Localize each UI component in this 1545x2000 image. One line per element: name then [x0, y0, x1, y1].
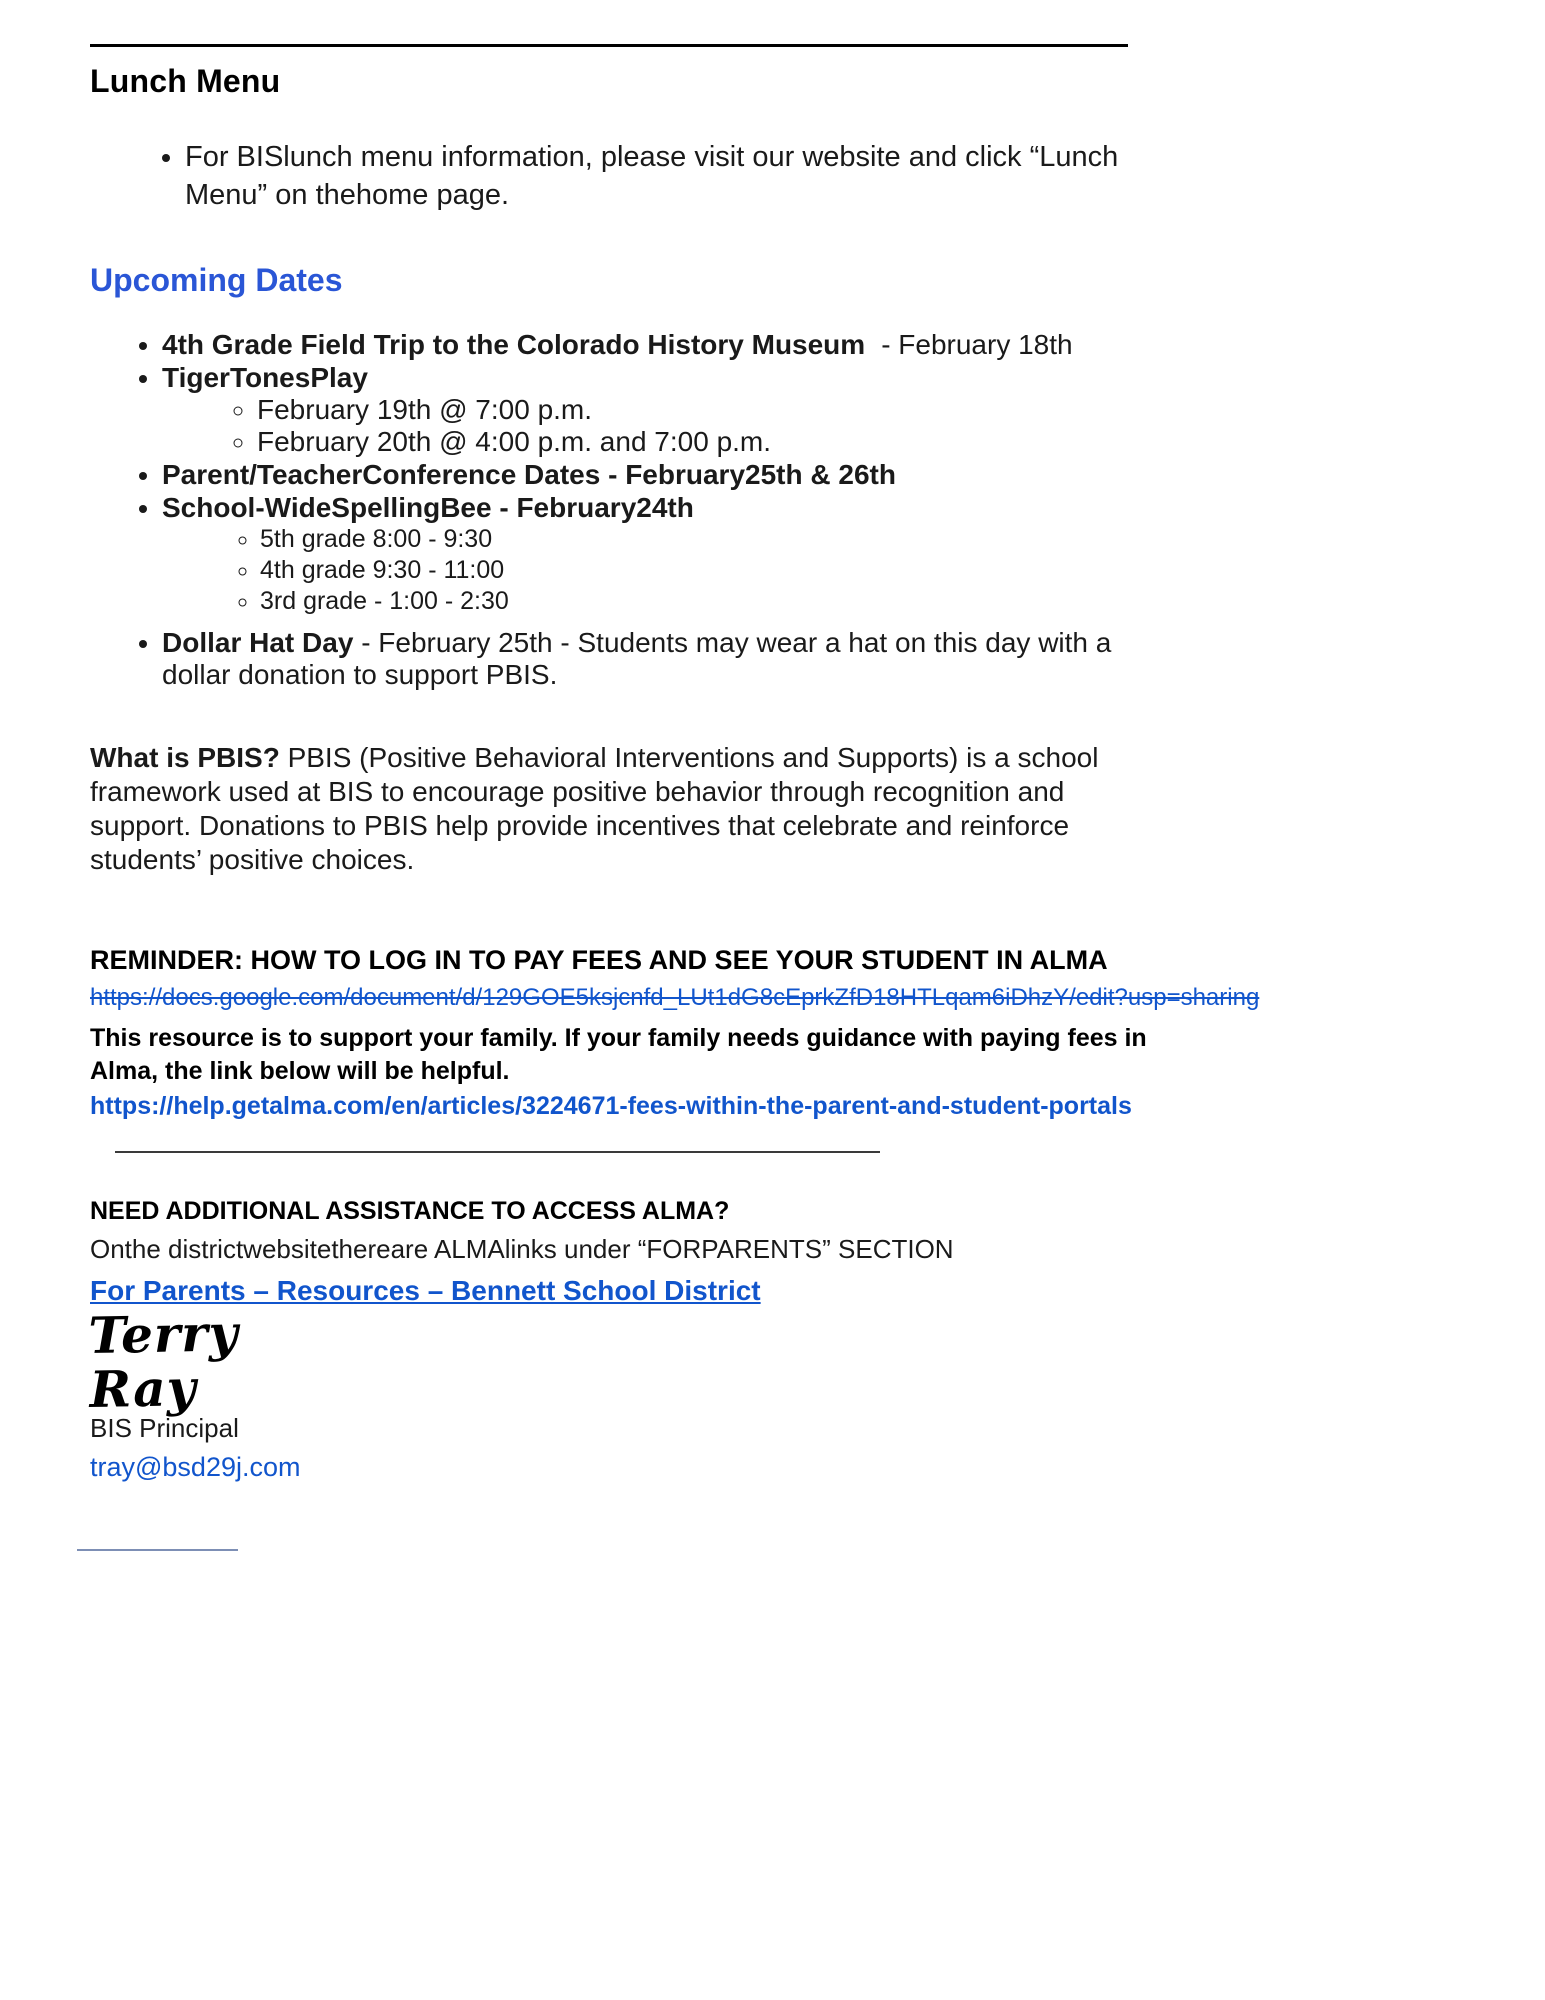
- list-item: [162, 459, 1165, 491]
- event-title: Parent/TeacherConference Dates - February25th & 26th: [162, 459, 896, 490]
- list-item: [162, 627, 1165, 691]
- horizontal-rule-top: [90, 44, 1128, 47]
- event-description: - February 25th - Students may wear a hat on this day with a dollar donation to support PBIS.: [162, 627, 1112, 690]
- alma-doc-link[interactable]: https://docs.google.com/document/d/129GOE5ksjcnfd_LUt1dG8cEprkZfD18HTLqam6iDhzY/edit?usp=sharing: [90, 984, 1260, 1011]
- event-title: School-WideSpellingBee - February24th: [162, 492, 694, 523]
- principal-signature: Terry Ray: [88, 1303, 240, 1419]
- list-subitem: ◦ February 19th @ 7:00 p.m.: [257, 394, 1165, 426]
- principal-email-link[interactable]: tray@bsd29j.com: [90, 1452, 301, 1482]
- horizontal-rule-bottom: [77, 1549, 238, 1551]
- list-item: [162, 329, 1165, 361]
- alma-help-link[interactable]: https://help.getalma.com/en/articles/3224671-fees-within-the-parent-and-student-portals: [90, 1092, 1132, 1120]
- horizontal-rule-middle: [115, 1151, 880, 1153]
- list-subitem: ◦ 5th grade 8:00 - 9:30: [260, 524, 1165, 555]
- list-subitem: ◦ 4th grade 9:30 - 11:00: [260, 555, 1165, 586]
- list-item: [185, 138, 1145, 214]
- assistance-heading: NEED ADDITIONAL ASSISTANCE TO ACCESS ALMA?: [90, 1197, 730, 1225]
- spelling-bee-sublist: [162, 524, 1165, 617]
- for-parents-resources-link[interactable]: For Parents – Resources – Bennett School District: [90, 1275, 761, 1306]
- lunch-menu-heading: Lunch Menu: [90, 63, 281, 99]
- principal-title: BIS Principal: [90, 1413, 239, 1443]
- list-item: [162, 492, 1165, 617]
- event-date: - February 18th: [881, 329, 1073, 360]
- list-item: [162, 362, 1165, 458]
- event-title: TigerTonesPlay: [162, 362, 368, 393]
- pbis-paragraph: [90, 741, 1130, 877]
- event-title: 4th Grade Field Trip to the Colorado History Museum: [162, 329, 866, 360]
- lunch-menu-list: [90, 138, 1145, 214]
- lunch-bullet-text: For BISlunch menu information, please visit our website and click “Lunch Menu” on thehome page.: [185, 141, 1119, 211]
- pbis-body: PBIS (Positive Behavioral Interventions and Supports) is a school framework used at BIS to encourage positive behavior through recognition and support. Donations to PBIS help provide incentives that celebrate and reinforce students’ positive choices.: [90, 742, 1099, 875]
- list-subitem: ◦ February 20th @ 4:00 p.m. and 7:00 p.m.: [257, 426, 1165, 458]
- assistance-body: Onthe districtwebsitethereare ALMAlinks under “FORPARENTS” SECTION: [90, 1234, 954, 1264]
- tiger-tones-sublist: [162, 394, 1165, 458]
- support-text: This resource is to support your family. If your family needs guidance with paying fees in Alma, the link below will be helpful.: [90, 1024, 1147, 1085]
- upcoming-dates-list: [90, 329, 1165, 691]
- event-title: Dollar Hat Day: [162, 627, 354, 658]
- list-subitem: ◦ 3rd grade - 1:00 - 2:30: [260, 586, 1165, 617]
- pbis-lead: What is PBIS?: [90, 742, 280, 773]
- upcoming-dates-heading: Upcoming Dates: [90, 262, 343, 298]
- reminder-heading: REMINDER: HOW TO LOG IN TO PAY FEES AND SEE YOUR STUDENT IN ALMA: [90, 945, 1108, 975]
